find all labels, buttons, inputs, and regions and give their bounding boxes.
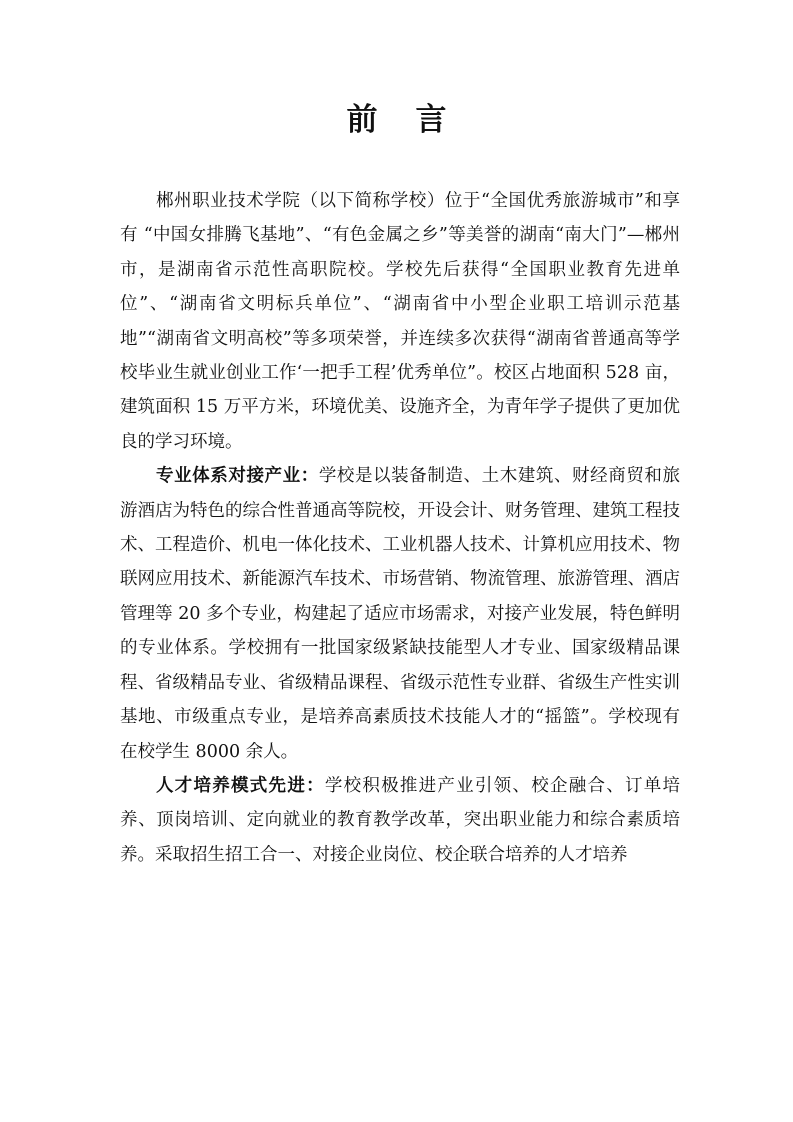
paragraph-program-system: [120, 459, 680, 769]
paragraph-training-model: [120, 769, 680, 872]
page-title: 前言: [346, 102, 485, 138]
paragraph-text: 郴州职业技术学院（以下简称学校）位于“全国优秀旅游城市”和享有 “中国女排腾飞基地”、“有色金属之乡”等美誉的湖南“南大门”—郴州市，是湖南省示范性高职院校。学校先后获得“全国职业教育先进单位”、“湖南省文明标兵单位”、“湖南省中小型企业职工培训示范基地”“湖南省文明高校”等多项荣誉，并连续多次获得“湖南省普通高等学校毕业生就业创业工作‘一把手工程’优秀单位”。校区占地面积 528 亩，建筑面积 15 万平方米，环境优美、设施齐全，为青年学子提供了更加优良的学习环境。: [120, 191, 680, 452]
paragraph-lead: 专业体系对接产业：: [156, 466, 319, 487]
body-text: [120, 184, 680, 872]
paragraph-text: 学校是以装备制造、土木建筑、财经商贸和旅游酒店为特色的综合性普通高等院校，开设会计、财务管理、建筑工程技术、工程造价、机电一体化技术、工业机器人技术、计算机应用技术、物联网应用技术、新能源汽车技术、市场营销、物流管理、旅游管理、酒店管理等 20 多个专业，构建起了适应市场需求，对接产业发展，特色鲜明的专业体系。学校拥有一批国家级紧缺技能型人才专业、国家级精品课程、省级精品专业、省级精品课程、省级示范性专业群、省级生产性实训基地、市级重点专业，是培养高素质技术技能人才的“摇篮”。学校现有在校学生 8000 余人。: [120, 466, 681, 762]
paragraph-lead: 人才培养模式先进：: [156, 775, 325, 796]
paragraph-intro: [120, 184, 680, 459]
paragraph-text: 学校积极推进产业引领、校企融合、订单培养、顶岗培训、定向就业的教育教学改革，突出职业能力和综合素质培养。采取招生招工合一、对接企业岗位、校企联合培养的人才培养: [120, 775, 681, 865]
